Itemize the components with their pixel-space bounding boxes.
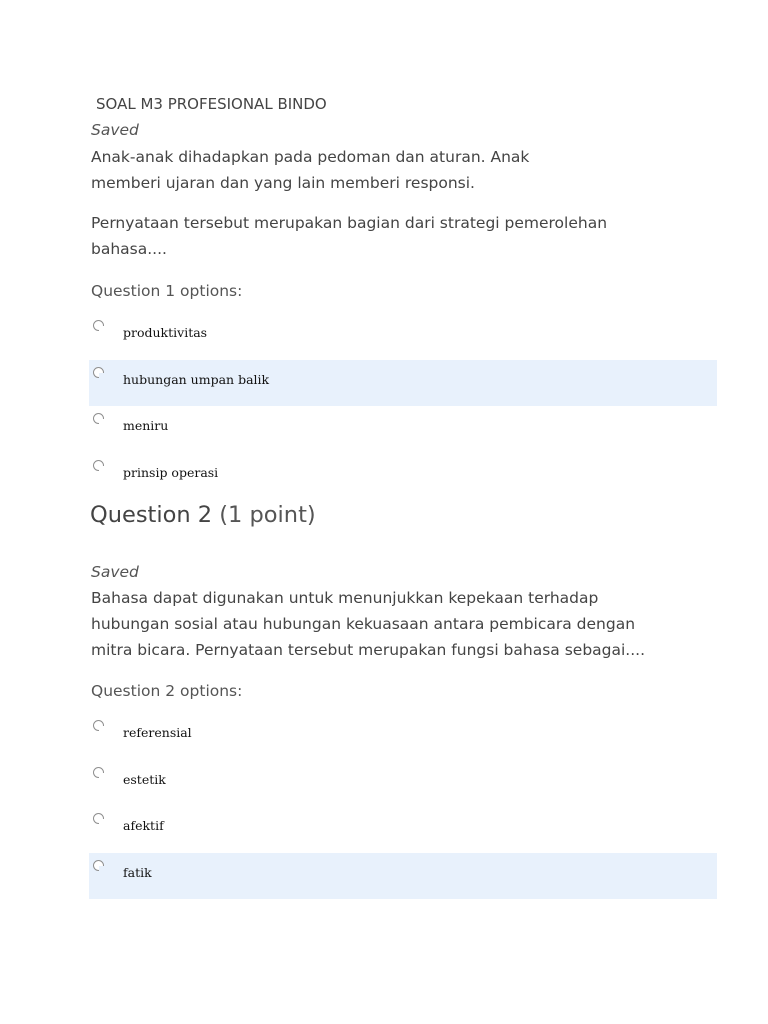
radio-button[interactable] [93,767,104,778]
question-2-points: (1 point) [219,502,316,528]
question-1-option-3[interactable] [89,406,717,452]
question-1-option-2[interactable] [89,360,717,406]
question-2-option-2[interactable] [89,760,717,806]
question-2-option-3[interactable] [89,806,717,852]
question-2-option-1[interactable] [89,713,717,759]
question-1-text-line-1: Anak-anak dihadapkan pada pedoman dan aturan. Anak [91,148,530,166]
option-label: fatik [123,865,152,880]
question-1-saved-status: Saved [91,121,139,139]
question-2-options-label: Question 2 options: [91,682,243,700]
question-2-text-line-1: Bahasa dapat digunakan untuk menunjukkan kepekaan terhadap [91,589,599,607]
option-label: afektif [123,818,164,833]
option-label: estetik [123,772,166,787]
radio-button[interactable] [93,860,104,871]
question-1-prompt-line-2: bahasa.... [91,240,167,258]
option-label: prinsip operasi [123,465,219,480]
radio-button[interactable] [93,413,104,424]
radio-button[interactable] [93,813,104,824]
page-title: SOAL M3 PROFESIONAL BINDO [96,95,327,113]
question-2-title: Question 2 [90,502,213,528]
question-2-text-line-2: hubungan sosial atau hubungan kekuasaan antara pembicara dengan [91,615,636,633]
radio-button[interactable] [93,320,104,331]
question-1-option-4[interactable] [89,453,717,499]
question-1-options-label: Question 1 options: [91,282,243,300]
option-label: meniru [123,418,169,433]
question-2-saved-status: Saved [91,563,139,581]
question-1-text-line-2: memberi ujaran dan yang lain memberi responsi. [91,174,475,192]
option-label: produktivitas [123,325,208,340]
option-label: referensial [123,725,192,740]
radio-button[interactable] [93,720,104,731]
radio-button[interactable] [93,367,104,378]
question-1-prompt-line-1: Pernyataan tersebut merupakan bagian dari strategi pemerolehan [91,214,608,232]
option-label: hubungan umpan balik [123,372,270,387]
question-2-text-line-3: mitra bicara. Pernyataan tersebut merupakan fungsi bahasa sebagai.... [91,641,646,659]
question-2-heading [90,502,316,528]
question-2-option-4[interactable] [89,853,717,899]
radio-button[interactable] [93,460,104,471]
question-1-option-1[interactable] [89,313,717,359]
